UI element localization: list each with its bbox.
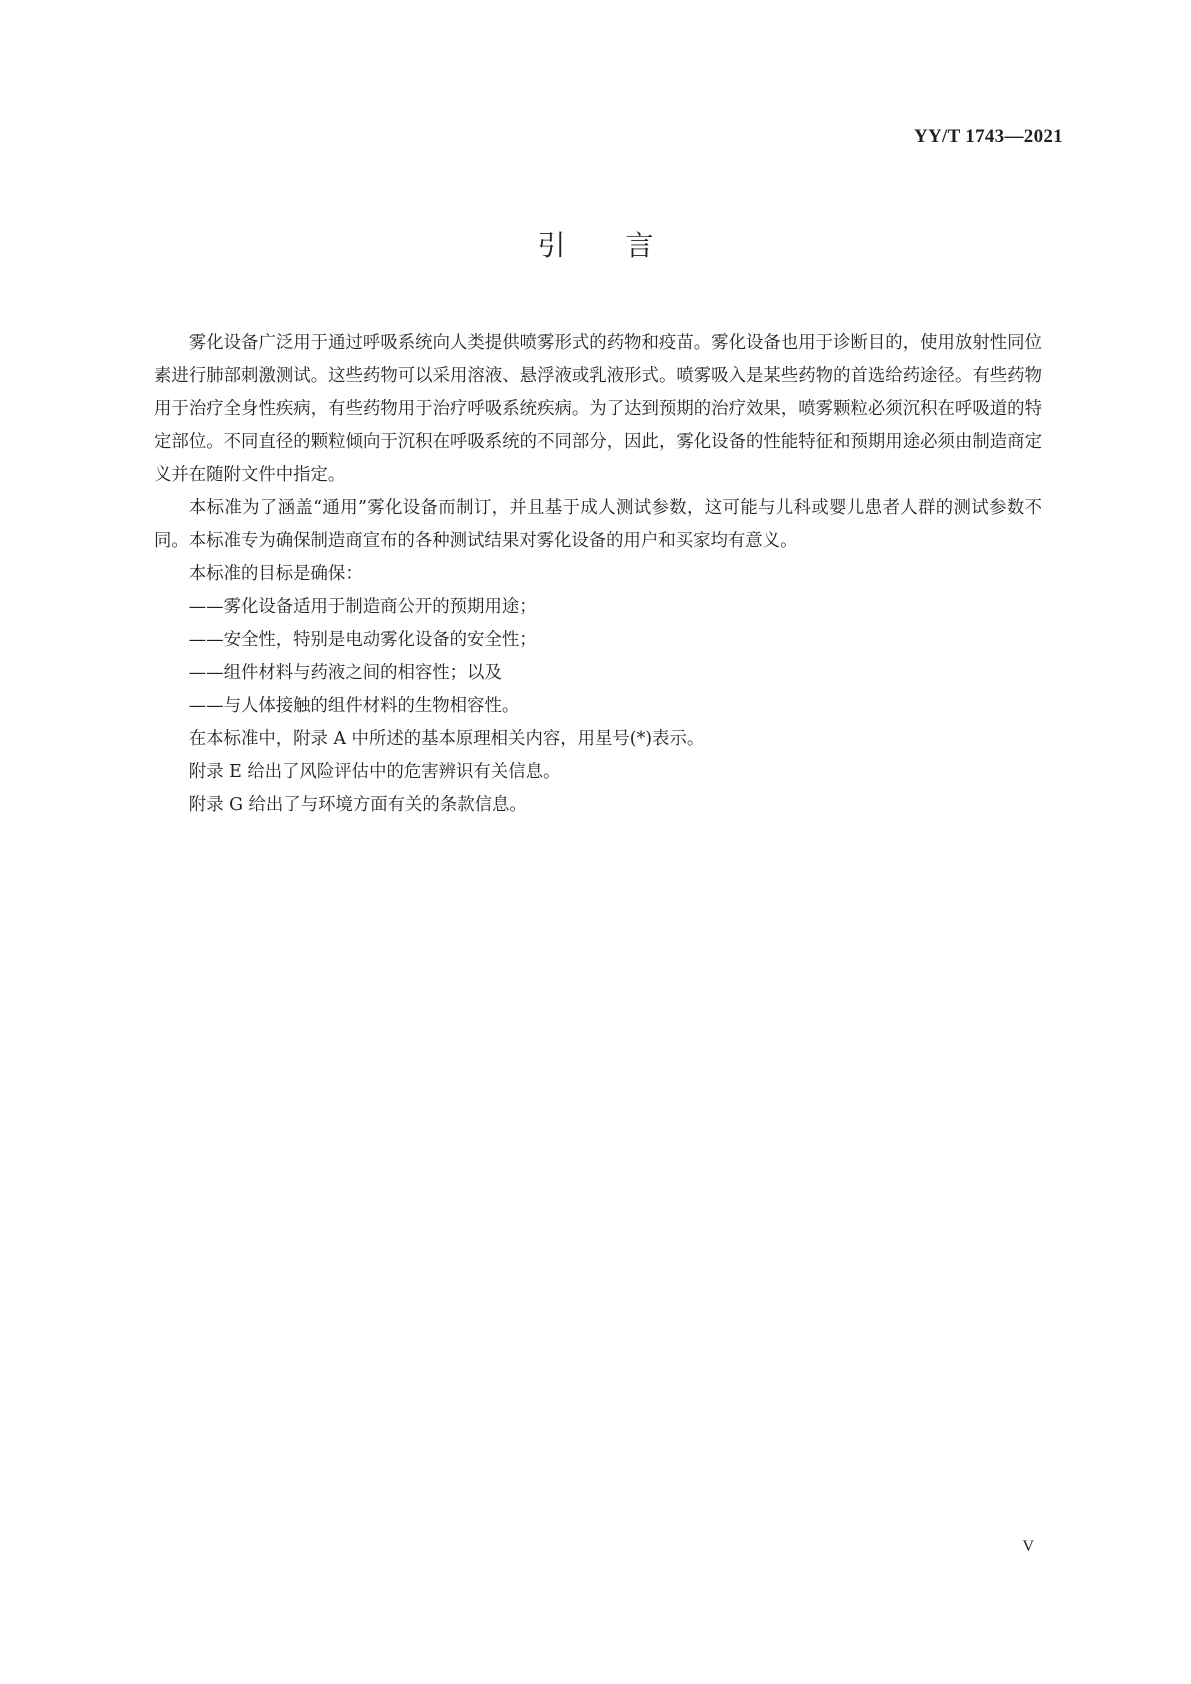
- goal-item-compatibility: ——组件材料与药液之间的相容性；以及: [188, 663, 502, 683]
- goal-item-intended-use: ——雾化设备适用于制造商公开的预期用途；: [188, 597, 537, 617]
- goal-item-safety: ——安全性，特别是电动雾化设备的安全性；: [188, 630, 537, 650]
- document-number: YY/T 1743—2021: [913, 126, 1063, 147]
- paragraph-nebulizer-purpose: 雾化设备广泛用于通过呼吸系统向人类提供喷雾形式的药物和疫苗。雾化设备也用于诊断目的，使用放射性同位素进行肺部刺激测试。这些药物可以采用溶液、悬浮液或乳液形式。喷雾吸入是某些药物的首选给药途径。有些药物用于治疗全身性疾病，有些药物用于治疗呼吸系统疾病。为了达到预期的治疗效果，喷雾颗粒必须沉积在呼吸道的特定部位。不同直径的颗粒倾向于沉积在呼吸系统的不同部分，因此，雾化设备的性能特征和预期用途必须由制造商定义并在随附文件中指定。: [154, 333, 1042, 485]
- introduction-body: [154, 327, 1042, 822]
- page-number: V: [1022, 1538, 1034, 1555]
- page-title: 引言: [537, 229, 714, 262]
- paragraph-goals-intro: 本标准的目标是确保：: [188, 564, 363, 584]
- goal-item-biocompatibility: ——与人体接触的组件材料的生物相容性。: [188, 696, 520, 716]
- note-annex-a: 在本标准中，附录 A 中所述的基本原理相关内容，用星号(*)表示。: [188, 729, 705, 749]
- note-annex-g: 附录 G 给出了与环境方面有关的条款信息。: [188, 795, 527, 815]
- note-annex-e: 附录 E 给出了风险评估中的危害辨识有关信息。: [188, 762, 561, 782]
- paragraph-standard-scope: 本标准为了涵盖“通用”雾化设备而制订，并且基于成人测试参数，这可能与儿科或婴儿患者人群的测试参数不同。本标准专为确保制造商宣布的各种测试结果对雾化设备的用户和买家均有意义。: [154, 498, 1042, 551]
